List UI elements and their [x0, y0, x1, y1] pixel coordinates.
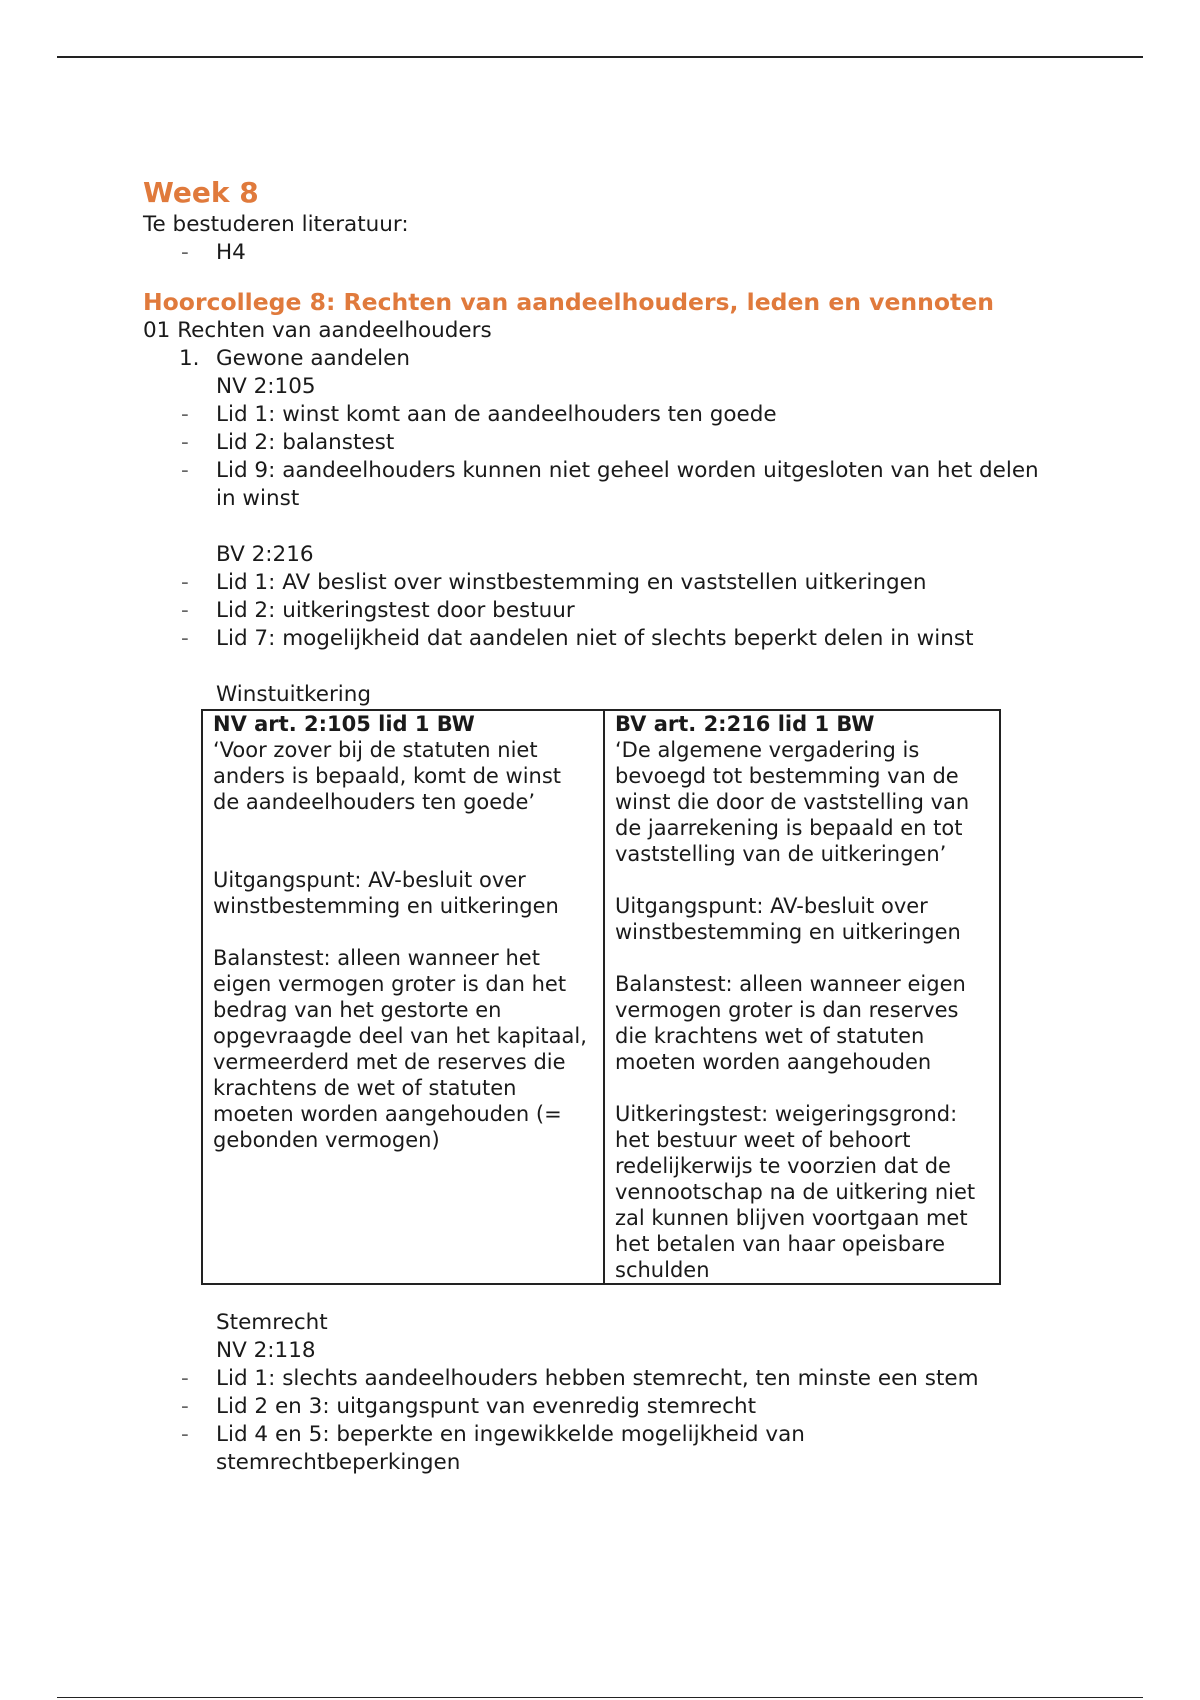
- bv-quote: ‘De algemene vergadering is bevoegd tot bestemming van de winst die door de vaststelling van de jaarrekening is bepaald en tot vaststelling van de uitkeringen’: [615, 738, 970, 866]
- subsection-heading: [143, 345, 1043, 373]
- bv-balance-test: Balanstest: alleen wanneer eigen vermogen groter is dan reserves die krachtens wet of statuten moeten worden aangehouden: [615, 972, 966, 1074]
- list-item: - Lid 2 en 3: uitgangspunt van evenredig stemrecht: [181, 1394, 757, 1419]
- bv-distribution-test: Uitkeringstest: weigeringsgrond: het bestuur weet of behoort redelijkerwijs te voorzien dat de vennootschap na de uitkering niet zal kunnen blijven voortgaan met het betalen van haar opeisbare schulden: [615, 1102, 976, 1282]
- stemrecht-list: [143, 1365, 1043, 1477]
- nv-2-105-label: NV 2:105: [216, 374, 316, 399]
- winstuitkering-label: Winstuitkering: [216, 682, 372, 707]
- literature-label: Te bestuderen literatuur:: [143, 212, 409, 237]
- nv-principle: Uitgangspunt: AV-besluit over winstbestemming en uitkeringen: [213, 868, 559, 918]
- list-item: - Lid 2: uitkeringstest door bestuur: [181, 598, 575, 623]
- list-item: - H4: [181, 240, 246, 265]
- nv-column: [202, 710, 604, 1284]
- bv-column-title: BV art. 2:216 lid 1 BW: [615, 712, 875, 736]
- literature-list: [143, 239, 1043, 267]
- table-row: [202, 710, 1000, 1284]
- list-item: - Lid 4 en 5: beperkte en ingewikkelde mogelijkheid van stemrechtbeperkingen: [181, 1422, 805, 1475]
- bv-column: [604, 710, 1000, 1284]
- list-item: - Lid 7: mogelijkheid dat aandelen niet of slechts beperkt delen in winst: [181, 626, 974, 651]
- bv-2-216-label: BV 2:216: [216, 542, 314, 567]
- nv-column-title: NV art. 2:105 lid 1 BW: [213, 712, 475, 736]
- nv-2-105-list: [143, 401, 1043, 513]
- bv-principle: Uitgangspunt: AV-besluit over winstbestemming en uitkeringen: [615, 894, 961, 944]
- page-heading: Week 8: [143, 176, 259, 209]
- list-item: - Lid 1: AV beslist over winstbestemming en vaststellen uitkeringen: [181, 570, 927, 595]
- stemrecht-label: Stemrecht: [216, 1310, 328, 1335]
- nv-2-118-label: NV 2:118: [216, 1338, 316, 1363]
- winstuitkering-table: [201, 709, 1001, 1285]
- footer-rule: [57, 1697, 1143, 1698]
- section-title: 01 Rechten van aandeelhouders: [143, 318, 492, 343]
- list-item: - Lid 9: aandeelhouders kunnen niet geheel worden uitgesloten van het delen in winst: [181, 458, 1039, 511]
- lecture-title: Hoorcollege 8: Rechten van aandeelhouders, leden en vennoten: [143, 288, 994, 316]
- nv-quote: ‘Voor zover bij de statuten niet anders is bepaald, komt de winst de aandeelhouders ten goede’: [213, 738, 562, 814]
- list-item: - Lid 1: winst komt aan de aandeelhouders ten goede: [181, 402, 777, 427]
- nv-balance-test: Balanstest: alleen wanneer het eigen vermogen groter is dan het bedrag van het gestorte en opgevraagde deel van het kapitaal, vermeerderd met de reserves die krachtens de wet of statuten moeten worden aangehouden (= gebonden vermogen): [213, 946, 587, 1152]
- list-item: - Lid 2: balanstest: [181, 430, 395, 455]
- subsection-label: Gewone aandelen: [216, 346, 410, 371]
- bv-2-216-list: [143, 569, 1043, 653]
- subsection-number: 1.: [179, 346, 200, 371]
- header-rule: [57, 56, 1143, 58]
- list-item: - Lid 1: slechts aandeelhouders hebben stemrecht, ten minste een stem: [181, 1366, 979, 1391]
- document-body: [143, 175, 1043, 1477]
